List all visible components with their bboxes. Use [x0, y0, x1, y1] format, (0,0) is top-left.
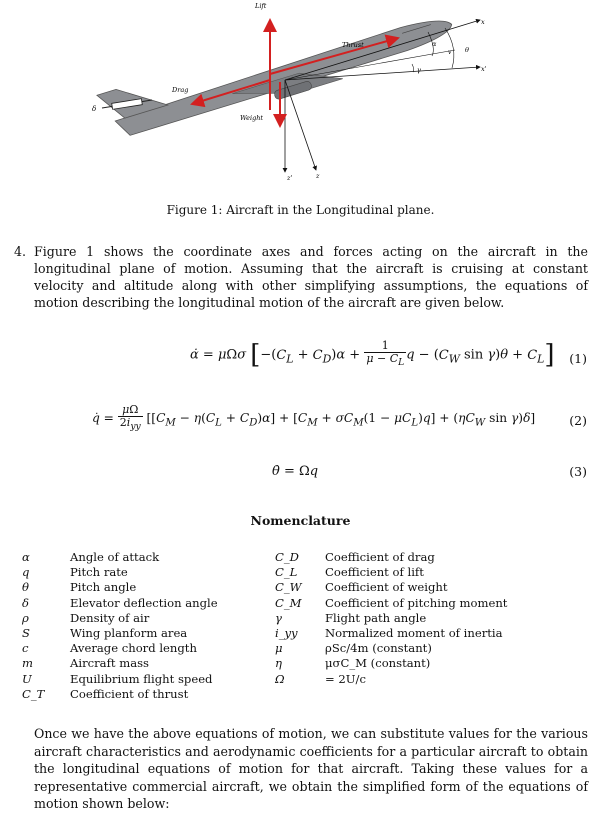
- equation-3: θ̇ = Ωq: [272, 464, 319, 479]
- closing-paragraph: Once we have the above equations of motion, we can substitute values for the various aircraft characteristics and aerodynamic coefficients for a particular aircraft to obtain the longitudinal equations of motion for that aircraft. Taking these values for a representative commercial aircraft, we obtain the simplified form of the equations of motion shown below:: [34, 726, 588, 811]
- nomen-symbol: S: [22, 626, 30, 641]
- nomen-symbol: Ω: [275, 671, 285, 686]
- nomen-desc: Aircraft mass: [70, 656, 150, 671]
- nomen-symbol: c: [22, 641, 29, 656]
- nomen-symbol: μ: [275, 641, 283, 656]
- z-label: z: [316, 172, 320, 180]
- nomen-desc: = 2U/c: [325, 671, 366, 686]
- question-number: 4.: [14, 244, 27, 259]
- equation-3-number: (3): [569, 464, 587, 479]
- thrust-label: Thrust: [342, 41, 364, 49]
- nomen-symbol: U: [22, 671, 32, 686]
- aircraft-body: [97, 0, 458, 150]
- nomen-symbol: C_M: [275, 595, 302, 610]
- nomen-desc: ρSc/4m (constant): [325, 641, 432, 656]
- nomen-desc: μσC_M (constant): [325, 656, 431, 671]
- nomen-desc: Angle of attack: [70, 550, 160, 564]
- nomen-symbol: C_T: [22, 686, 45, 701]
- x-label: x: [481, 18, 485, 26]
- nomen-symbol: C_W: [275, 580, 302, 595]
- equation-2: q̇ = $\frac{\mu\Omega}{2i_{yy}}$ [$[C_M - \eta(C_L + C_D)\alpha] + [C_M + \sigma C_M(1 - \mu C_L)q] + (\eta C_W$ sin γ)δ]: [92, 403, 536, 433]
- nomen-symbol: α: [22, 550, 30, 564]
- nomen-desc: Equilibrium flight speed: [70, 671, 213, 686]
- aircraft-figure: [80, 0, 520, 185]
- nomen-symbol: ρ: [22, 610, 29, 625]
- nomenclature-left-descriptions: [70, 550, 260, 702]
- gamma-label: γ: [417, 66, 421, 74]
- nomen-symbol: δ: [22, 595, 29, 610]
- delta-label: δ: [92, 105, 97, 113]
- question-block: [14, 243, 588, 311]
- nomen-symbol: η: [275, 656, 282, 671]
- weight-label: Weight: [240, 114, 264, 122]
- nomen-desc: Normalized moment of inertia: [325, 626, 503, 641]
- nomen-desc: Pitch angle: [70, 580, 137, 595]
- nomen-symbol: C_D: [275, 550, 299, 564]
- nomen-symbol: C_L: [275, 565, 298, 580]
- nomen-desc: Wing planform area: [70, 626, 188, 641]
- nomen-symbol: θ: [22, 580, 29, 595]
- drag-label: Drag: [172, 86, 189, 94]
- nomen-desc: Density of air: [70, 610, 150, 625]
- nomen-desc: Coefficient of drag: [325, 550, 435, 564]
- nomen-desc: Coefficient of pitching moment: [325, 595, 508, 610]
- z-prime-label: z': [287, 174, 293, 182]
- x-prime-label: x': [481, 65, 487, 73]
- nomen-symbol: m: [22, 656, 33, 671]
- nomenclature-right-descriptions: [325, 550, 595, 687]
- nomen-symbol: q: [22, 565, 30, 580]
- equation-1-number: (1): [569, 351, 587, 366]
- equation-1: α̇ = μΩσ [$-(C_L + C_D)\alpha$ + $\frac{1}{\mu - C_L}$ $q - (C_W$ $\sin \gamma)\theta + C_L$]: [190, 339, 555, 370]
- z-axis: [285, 80, 316, 170]
- nomen-symbol: i_yy: [275, 626, 298, 641]
- alpha-label: α: [432, 40, 437, 48]
- nomen-symbol: γ: [275, 610, 282, 625]
- nomenclature-right-symbols: [275, 550, 315, 687]
- nomenclature-title: Nomenclature: [250, 513, 351, 528]
- v-label: v: [448, 49, 452, 56]
- equation-2-number: (2): [569, 413, 587, 428]
- nomenclature-left-symbols: [22, 550, 52, 702]
- nomen-desc: Coefficient of lift: [325, 565, 424, 580]
- figure-caption: Figure 1: Aircraft in the Longitudinal plane.: [166, 203, 435, 217]
- nomen-desc: Coefficient of weight: [325, 580, 448, 595]
- theta-label: θ: [465, 46, 469, 54]
- nomen-desc: Flight path angle: [325, 610, 427, 625]
- nomen-desc: Average chord length: [70, 641, 197, 656]
- question-text: Figure 1 shows the coordinate axes and forces acting on the aircraft in the longitudinal plane of motion. Assuming that the aircraft is cruising at constant velocity and altitude along with other simplifying assumptions, the equations of motion describing the longitudinal motion of the aircraft are given below.: [34, 244, 588, 310]
- nomen-desc: Elevator deflection angle: [70, 595, 218, 610]
- nomen-desc: Coefficient of thrust: [70, 686, 189, 701]
- lift-label: Lift: [255, 2, 267, 10]
- nomen-desc: Pitch rate: [70, 565, 128, 580]
